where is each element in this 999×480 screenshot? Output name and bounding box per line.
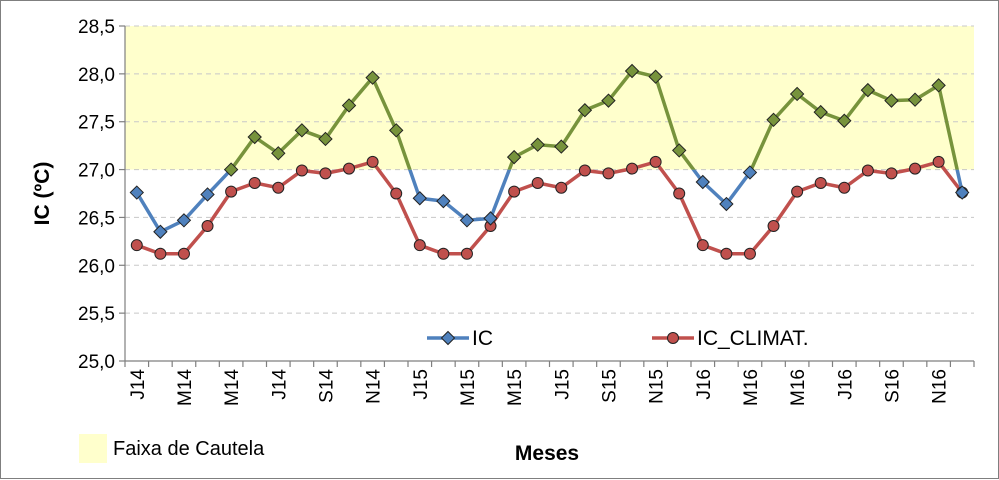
x-tick-label: J14 xyxy=(127,369,149,400)
point-ic-climat xyxy=(344,163,355,174)
legend-ic-marker xyxy=(442,332,455,345)
point-ic xyxy=(413,192,426,205)
x-tick-label: N15 xyxy=(646,369,668,404)
legend-climat-marker xyxy=(668,333,679,344)
x-tick-label: N16 xyxy=(929,369,951,404)
x-tick-label: S16 xyxy=(882,369,904,403)
x-tick-label: M14 xyxy=(222,369,244,406)
point-ic-climat xyxy=(367,156,378,167)
point-ic-climat xyxy=(178,248,189,259)
point-ic-climat xyxy=(815,177,826,188)
point-ic-climat xyxy=(155,248,166,259)
y-tick-label: 27,5 xyxy=(78,112,115,134)
point-ic-climat xyxy=(627,163,638,174)
point-ic-climat xyxy=(273,182,284,193)
y-tick-label: 28,5 xyxy=(78,17,115,38)
band-legend-swatch xyxy=(79,434,107,463)
point-ic-climat xyxy=(438,248,449,259)
legend xyxy=(427,327,809,350)
point-ic-climat xyxy=(650,156,661,167)
y-tick-labels xyxy=(78,17,115,373)
y-axis-title: IC (ºC) xyxy=(31,161,54,226)
x-tick-label: J16 xyxy=(693,369,715,400)
point-ic-climat xyxy=(414,240,425,251)
x-tick-label: J15 xyxy=(552,369,574,400)
point-ic-climat xyxy=(674,188,685,199)
caution-band xyxy=(125,26,974,170)
x-tick-label: J14 xyxy=(269,369,291,400)
point-ic-climat xyxy=(509,186,520,197)
point-ic-climat xyxy=(862,165,873,176)
point-ic-climat xyxy=(910,163,921,174)
y-tick-label: 25,5 xyxy=(78,304,115,326)
point-ic-climat xyxy=(603,168,614,179)
point-ic-climat xyxy=(226,186,237,197)
x-tick-label: M14 xyxy=(174,369,196,406)
point-ic-climat xyxy=(839,182,850,193)
point-ic-climat xyxy=(249,177,260,188)
point-ic-climat xyxy=(721,248,732,259)
point-ic-climat xyxy=(556,182,567,193)
point-ic-climat xyxy=(461,248,472,259)
point-ic-climat xyxy=(768,221,779,232)
legend-ic-label: IC xyxy=(472,327,493,350)
point-ic-climat xyxy=(202,221,213,232)
point-ic-climat xyxy=(296,165,307,176)
y-tick-label: 26,5 xyxy=(78,208,115,230)
x-tick-label: J16 xyxy=(835,369,857,400)
x-tick-labels xyxy=(128,369,951,406)
y-tick-label: 27,0 xyxy=(78,160,115,182)
x-tick-label: S15 xyxy=(599,369,621,403)
x-tick-label: M16 xyxy=(788,369,810,406)
x-tick-label: J15 xyxy=(410,369,432,400)
point-ic-climat xyxy=(933,156,944,167)
y-tick-label: 28,0 xyxy=(78,64,115,86)
x-tick-label: M15 xyxy=(505,369,527,406)
point-ic-climat xyxy=(320,168,331,179)
point-ic-climat xyxy=(391,188,402,199)
point-ic-climat xyxy=(886,168,897,179)
band-legend xyxy=(79,434,265,463)
point-ic-climat xyxy=(532,177,543,188)
y-tick-label: 25,0 xyxy=(78,352,115,373)
x-tick-label: N14 xyxy=(363,369,385,404)
point-ic-climat xyxy=(792,186,803,197)
point-ic-climat xyxy=(744,248,755,259)
point-ic-climat xyxy=(579,165,590,176)
x-tick-label: S14 xyxy=(316,369,338,403)
line-chart xyxy=(1,1,999,480)
legend-climat-label: IC_CLIMAT. xyxy=(697,327,809,350)
point-ic-climat xyxy=(131,240,142,251)
point-ic-climat xyxy=(697,240,708,251)
band-legend-label: Faixa de Cautela xyxy=(113,438,265,460)
x-tick-label: M15 xyxy=(457,369,479,406)
x-tick-label: M16 xyxy=(740,369,762,406)
y-tick-label: 26,0 xyxy=(78,256,115,278)
x-axis-title: Meses xyxy=(514,442,580,465)
series-line-ic-climat xyxy=(137,162,962,254)
